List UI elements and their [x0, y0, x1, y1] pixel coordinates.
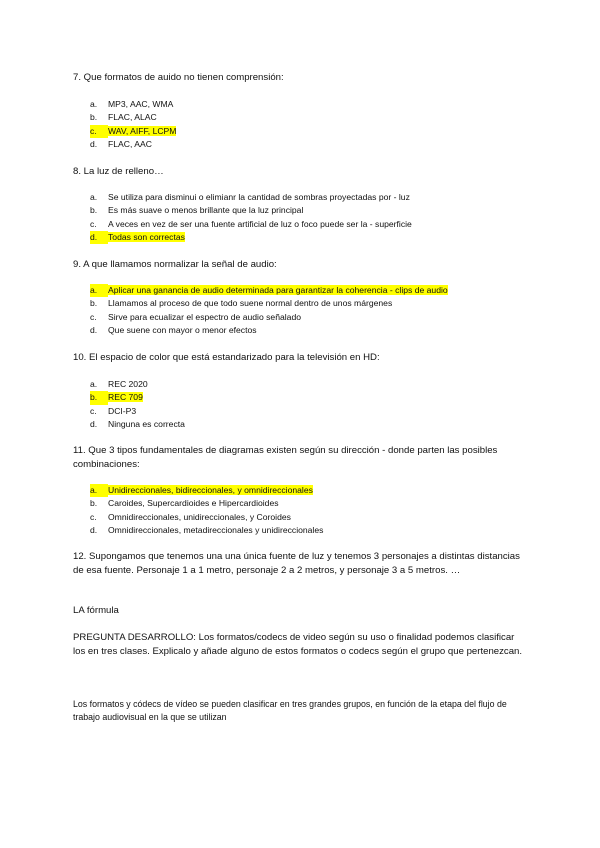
option-11b: b. Caroides, Supercardioides e Hipercardioides	[90, 498, 279, 509]
development-answer: Los formatos y códecs de vídeo se pueden clasificar en tres grandes grupos, en función de la etapa del flujo de trabajo audiovisual en la que se utilizan	[73, 699, 507, 722]
option-8a: a. Se utiliza para disminui o elimianr la cantidad de sombras proyectadas por - luz	[90, 192, 410, 202]
options-10	[90, 378, 530, 431]
question-9: 9. A que llamamos normalizar la señal de audio:	[73, 259, 277, 270]
options-11	[90, 484, 530, 537]
option-10b-highlighted: b. REC 709	[90, 391, 530, 404]
option-9b: b. Llamamos al proceso de que todo suene normal dentro de unos márgenes	[90, 298, 393, 309]
option-11c: c. Omnidireccionales, unidireccionales, y Coroides	[90, 511, 291, 522]
question-10: 10. El espacio de color que está estandarizado para la televisión en HD:	[73, 352, 380, 363]
option-8b: b. Es más suave o menos brillante que la luz principal	[90, 205, 304, 216]
question-12: 12. Supongamos que tenemos una una única fuente de luz y tenemos 3 personajes a distintas distancias de esa fuente. Personaje 1 a 1 metro, personaje 2 a 2 metros, y personaje 3 a 5 metros. …	[73, 551, 520, 576]
option-9d: d. Que suene con mayor o menor efectos	[90, 324, 257, 335]
options-7	[90, 98, 530, 151]
option-11d: d. Omnidireccionales, metadireccionales y unidireccionales	[90, 524, 324, 535]
formula-label: LA fórmula	[73, 605, 119, 616]
question-8: 8. La luz de relleno…	[73, 166, 164, 177]
option-9a-highlighted: a. Aplicar una ganancia de audio determinada para garantizar la coherencia - clips de audio	[90, 284, 530, 297]
option-10d: d. Ninguna es correcta	[90, 418, 185, 429]
option-8c: c. A veces en vez de ser una fuente artificial de luz o foco puede ser la - superficie	[90, 218, 412, 229]
option-10a: a. REC 2020	[90, 379, 148, 389]
development-question: PREGUNTA DESARROLLO: Los formatos/codecs de video según su uso o finalidad podemos clasificar los en tres clases. Explicalo y añade alguno de estos formatos o codecs según el grupo que pertenezcan.	[73, 632, 523, 657]
option-7c-highlighted: c. WAV, AIFF, LCPM	[90, 125, 530, 138]
question-11: 11. Que 3 tipos fundamentales de diagramas existen según su dirección - donde parten las posibles combinaciones:	[73, 445, 498, 470]
option-9c: c. Sirve para ecualizar el espectro de audio señalado	[90, 311, 302, 322]
option-7b: b. FLAC, ALAC	[90, 112, 157, 123]
option-7a: a. MP3, AAC, WMA	[90, 99, 174, 109]
option-8d-highlighted: d. Todas son correctas	[90, 231, 530, 244]
option-10c: c. DCI-P3	[90, 405, 137, 416]
option-7d: d. FLAC, AAC	[90, 138, 152, 149]
options-8	[90, 191, 530, 244]
option-11a-highlighted: a. Unidireccionales, bidireccionales, y omnidireccionales	[90, 484, 530, 497]
options-9	[90, 284, 530, 337]
question-7: 7. Que formatos de auido no tienen comprensión:	[73, 72, 284, 83]
